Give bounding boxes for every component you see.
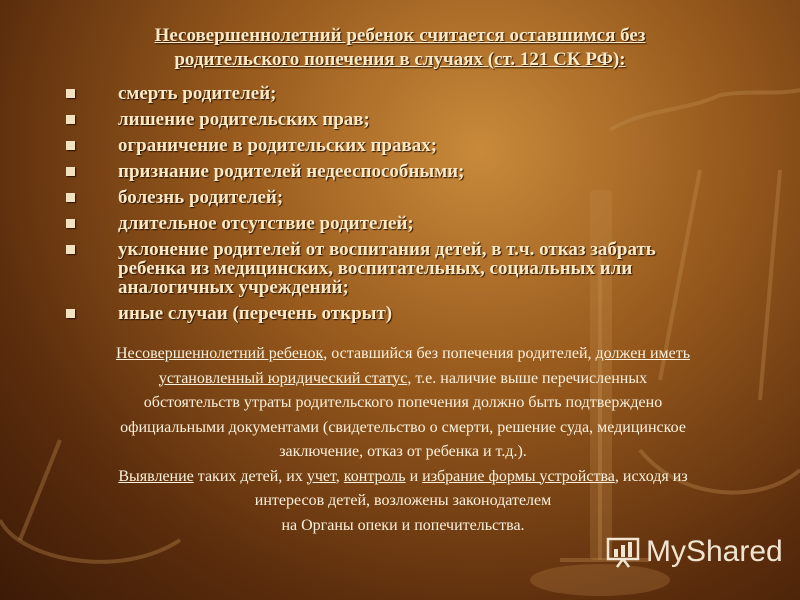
list-item: признание родителей недееспособными;: [62, 162, 742, 181]
square-bullet-icon: [66, 167, 75, 176]
logo-text: MyShared: [646, 535, 783, 568]
square-bullet-icon: [66, 193, 75, 202]
list-item: болезнь родителей;: [62, 188, 742, 207]
underlined-term: избрание формы устройства: [422, 467, 615, 485]
square-bullet-icon: [66, 309, 75, 318]
underlined-term: Выявление: [118, 467, 194, 485]
explanation-paragraph: Несовершеннолетний ребенок, оставшийся без попечения родителей, должен иметь установленный юридический статус, т.е. наличие выше перечисленных обстоятельств утраты родительского попечения должно быть подтверждено официальными документами (свидетельство о смерти, решение суда, медицинское заключение, отказ от ребенка и т.д.). Выявление таких детей, их учет, контроль и избрание формы устройства, исходя из интересов детей, возложены законодателем на Органы опеки и попечительства.: [115, 345, 691, 534]
square-bullet-icon: [66, 89, 75, 98]
title-line-1: Несовершеннолетний ребенок считается оставшимся без: [154, 25, 646, 46]
square-bullet-icon: [66, 115, 75, 124]
list-item: иные случаи (перечень открыт): [62, 304, 742, 323]
presentation-chart-icon: [606, 536, 640, 568]
underlined-term: установленный юридический статус: [158, 369, 408, 387]
underlined-term: должен иметь: [595, 345, 691, 362]
list-item: уклонение родителей от воспитания детей, в т.ч. отказ забрать ребенка из медицинских, воспитательных, социальных или аналогичных учреждений;: [62, 240, 742, 297]
cases-list: [62, 84, 742, 330]
square-bullet-icon: [66, 219, 75, 228]
list-item: смерть родителей;: [62, 84, 742, 103]
underlined-term: контроль: [343, 467, 406, 485]
underlined-term: учет: [306, 467, 336, 485]
myshared-logo: [606, 535, 783, 569]
list-item: лишение родительских прав;: [62, 110, 742, 129]
square-bullet-icon: [66, 141, 75, 150]
title-line-2: родительского попечения в случаях (ст. 121 СК РФ):: [174, 49, 626, 70]
page-title: [70, 24, 730, 72]
underlined-term: Несовершеннолетний ребенок: [115, 345, 324, 362]
square-bullet-icon: [66, 245, 75, 254]
list-item: длительное отсутствие родителей;: [62, 214, 742, 233]
list-item: ограничение в родительских правах;: [62, 136, 742, 155]
